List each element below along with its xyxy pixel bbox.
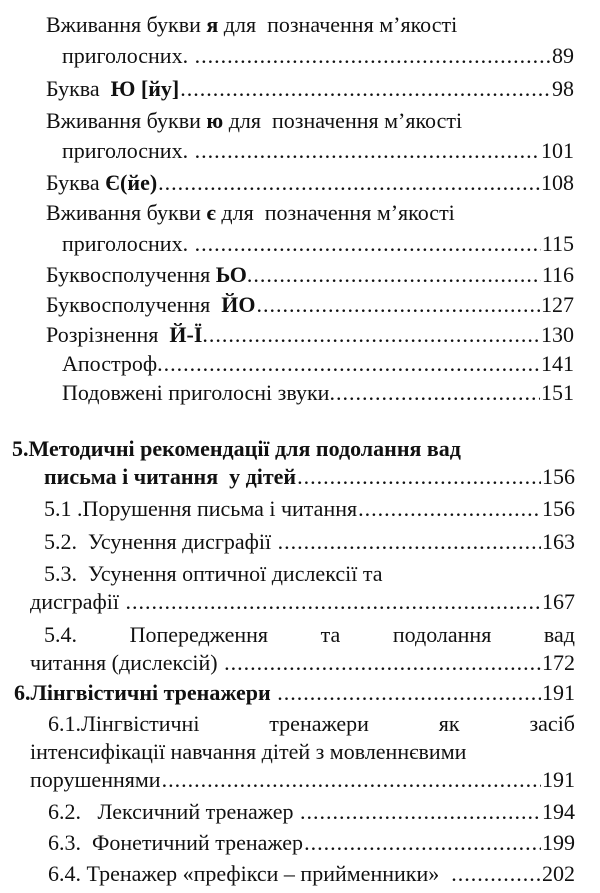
dot-leader: [257, 292, 540, 318]
page-number: 202: [542, 861, 575, 886]
dot-leader: [195, 231, 541, 257]
toc-line: [46, 288, 574, 318]
toc-line-text: Буквосполучення ЬО.: [46, 262, 253, 287]
page-number: 172: [542, 650, 575, 675]
page-number: 127: [541, 292, 574, 317]
page-number: 194: [542, 799, 575, 824]
toc-line-text: Розрізнення Й-Ї.: [46, 322, 208, 347]
toc-word: як: [438, 711, 460, 736]
toc-line: [44, 460, 575, 490]
page-number: 163: [542, 529, 575, 554]
toc-word: 5.4.: [44, 622, 77, 647]
dot-leader: [297, 464, 541, 490]
dot-leader: [162, 767, 541, 793]
toc-line-text: приголосних.: [62, 43, 194, 68]
dot-leader: [304, 830, 541, 856]
toc-line-text: Вживання букви я для позначення м’якості: [46, 12, 458, 37]
toc-line: [44, 525, 575, 555]
dot-leader: [164, 351, 540, 377]
toc-line: [30, 646, 575, 676]
page-number: 191: [542, 680, 575, 705]
dot-leader: [126, 589, 542, 615]
toc-line: [46, 8, 574, 38]
page-number: 130: [541, 322, 574, 347]
page-number: 89: [552, 43, 574, 68]
toc-line-text: приголосних.: [62, 138, 194, 163]
toc-word: вад: [543, 622, 575, 647]
toc-line: [48, 857, 575, 887]
toc-line-text: Вживання букви ю для позначення м’якості: [46, 108, 463, 133]
page-number: 115: [541, 231, 574, 256]
dot-leader: [195, 43, 551, 69]
toc-line-text: порушеннями: [30, 767, 161, 792]
dot-leader: [336, 380, 540, 406]
toc-line: [46, 72, 574, 102]
page-number: 98: [552, 76, 574, 101]
toc-line-text: [44, 622, 575, 648]
dot-leader: [451, 861, 541, 887]
dot-leader: [278, 529, 541, 555]
toc-line: [46, 104, 574, 134]
toc-line-text: письма і читання у дітей: [44, 464, 297, 489]
dot-leader: [224, 650, 541, 676]
page-number: 156: [542, 464, 575, 489]
toc-line-text: Буквосполучення ЙО: [46, 292, 256, 317]
toc-word: Попередження: [129, 622, 269, 647]
toc-line: [46, 318, 574, 348]
toc-line: [62, 376, 574, 406]
toc-line: [44, 492, 575, 522]
toc-line: [48, 795, 575, 825]
toc-word: тренажери: [269, 711, 369, 736]
toc-line: [62, 39, 574, 69]
toc-line: [44, 618, 575, 648]
toc-line: [48, 826, 575, 856]
page-number: 108: [541, 170, 574, 195]
toc-line-text: 5.1 .Порушення письма і читання: [44, 496, 358, 521]
toc-line: [30, 585, 575, 615]
toc-line: [62, 227, 574, 257]
dot-leader: [253, 262, 540, 288]
page-number: 116: [541, 262, 574, 287]
toc-line-text: 6.Лінгвістичні тренажери: [14, 680, 277, 705]
toc-line: [14, 676, 575, 706]
dot-leader: [180, 76, 551, 102]
toc-line-text: Буква Є(йе): [46, 170, 158, 195]
dot-leader: [300, 799, 541, 825]
page-number: 191: [542, 767, 575, 792]
toc-line-text: 6.3. Фонетичний тренажер: [48, 830, 304, 855]
toc-line: [30, 763, 575, 793]
toc-word: 6.1.Лінгвістичні: [48, 711, 200, 736]
toc-line-text: 5.3. Усунення оптичної дислексії та: [44, 561, 383, 586]
dot-leader: [209, 322, 540, 348]
page-number: 156: [542, 496, 575, 521]
dot-leader: [358, 496, 541, 522]
toc-line-text: інтенсифікації навчання дітей з мовленнєвими: [30, 739, 467, 764]
page-number: 199: [542, 830, 575, 855]
toc-line-text: Буква Ю [йу]: [46, 76, 180, 101]
toc-line-text: приголосних.: [62, 231, 194, 256]
toc-line: [46, 166, 574, 196]
toc-line: [62, 134, 574, 164]
toc-line-text: 5.Методичні рекомендації для подолання вад: [12, 436, 461, 461]
page-number: 151: [541, 380, 574, 405]
toc-line-text: Вживання букви є для позначення м’якості: [46, 200, 455, 225]
toc-line: [46, 196, 574, 226]
page-number: 167: [542, 589, 575, 614]
toc-line: [46, 258, 574, 288]
page-number: 141: [541, 351, 574, 376]
toc-line-text: Апостроф.: [62, 351, 163, 376]
toc-line-text: читання (дислексій): [30, 650, 224, 675]
toc-line-text: дисграфії: [30, 589, 125, 614]
toc-line: [44, 557, 575, 587]
dot-leader: [277, 680, 541, 706]
dot-leader: [195, 138, 540, 164]
dot-leader: [158, 170, 540, 196]
toc-line-text: [48, 711, 575, 737]
toc-line-text: 6.2. Лексичний тренажер: [48, 799, 299, 824]
toc-word: засіб: [529, 711, 575, 736]
toc-line-text: 6.4. Тренажер «префікси – прийменники»: [48, 861, 451, 886]
toc-line: [48, 707, 575, 737]
toc-line-text: 5.2. Усунення дисграфії: [44, 529, 277, 554]
toc-word: та: [320, 622, 341, 647]
toc-line: [12, 432, 575, 462]
toc-line: [62, 347, 574, 377]
toc-line: [30, 735, 575, 765]
page-number: 101: [541, 138, 574, 163]
toc-line-text: Подовжені приголосні звуки.: [62, 380, 335, 405]
toc-word: подолання: [392, 622, 492, 647]
